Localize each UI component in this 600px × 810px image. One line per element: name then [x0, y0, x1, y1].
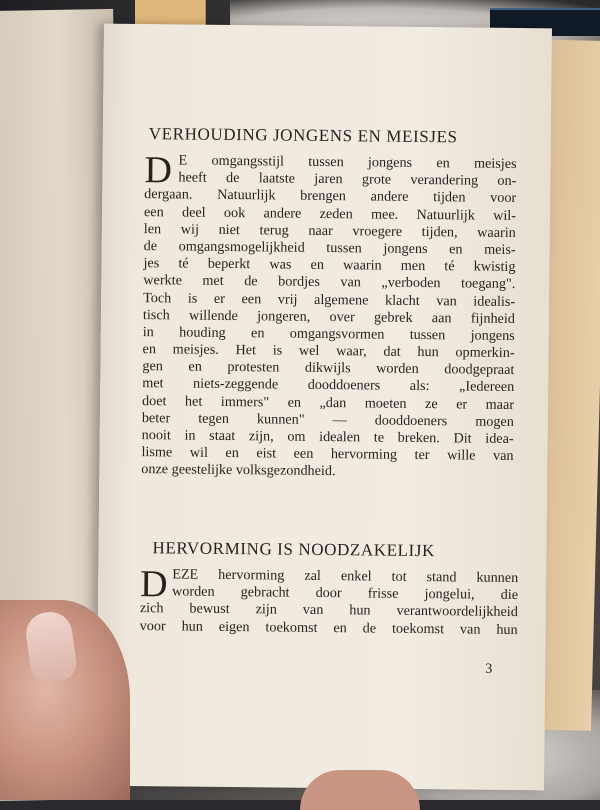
text-line: zich bewust zijn van hun verantwoordelijkheid — [139, 600, 518, 621]
section-heading-2: HERVORMING IS NOODZAKELIJK — [152, 538, 436, 561]
drop-cap-1: D — [144, 149, 173, 192]
text-line: nooit in staat zijn, om idealen te breken. Dit idea- — [141, 427, 514, 447]
text-line: doet het immers" en „dan moeten ze er maar — [141, 392, 515, 413]
text-line: lisme wil en eist een hervorming ter wille van — [141, 444, 514, 465]
section-heading-1: VERHOUDING JONGENS EN MEISJES — [148, 124, 458, 147]
finger — [300, 770, 420, 810]
text-line: een deel ook andere zeden mee. Natuurlijk wil- — [143, 203, 517, 224]
text-line: gen en protesten dikwijls worden doodgepraat — [142, 358, 515, 379]
text-line: worden gebracht door frisse jongelui, die — [171, 583, 519, 604]
text-line: jes té beperkt was en waarin men té kwistig — [143, 255, 516, 276]
text-line: len wij niet terug naar vroegere tijden, waarin — [143, 220, 516, 241]
text-line: onze geestelijke volksgezondheid. — [141, 461, 336, 480]
text-line: tisch willende jongeren, over gebrek aan fijnheid — [142, 306, 516, 327]
book-page — [96, 24, 552, 791]
text-line: voor hun eigen toekomst en de toekomst van hun — [139, 617, 518, 638]
text-line: met niets-zeggende dooddoeners als: „Iedereen — [142, 375, 515, 396]
text-line: werkte met de bordjes van „verboden toegang". — [143, 272, 516, 293]
text-line: dergaan. Natuurlijk brengen andere tijden voor — [144, 186, 517, 207]
text-line: EZE hervorming zal enkel tot stand kunnen — [172, 566, 519, 587]
text-line: en meisjes. Het is wel waar, dat hun opmerkin- — [142, 341, 515, 362]
page-number: 3 — [485, 661, 493, 677]
drop-cap-2: D — [139, 563, 168, 606]
text-line: in houding en omgangsvormen tussen jongens — [142, 323, 515, 344]
text-line: heeft de laatste jaren grote verandering on- — [178, 169, 517, 190]
text-line: Toch is er een vrij algemene klacht van idealis- — [143, 289, 516, 310]
paragraph-2 — [139, 563, 519, 639]
paragraph-1 — [141, 149, 517, 482]
text-line: E omgangsstijl tussen jongens en meisjes — [178, 152, 517, 173]
text-line: de omgangsmogelijkheid tussen jongens en meis- — [143, 238, 516, 258]
text-line: beter tegen kunnen" — dooddoeners mogen — [141, 409, 514, 430]
